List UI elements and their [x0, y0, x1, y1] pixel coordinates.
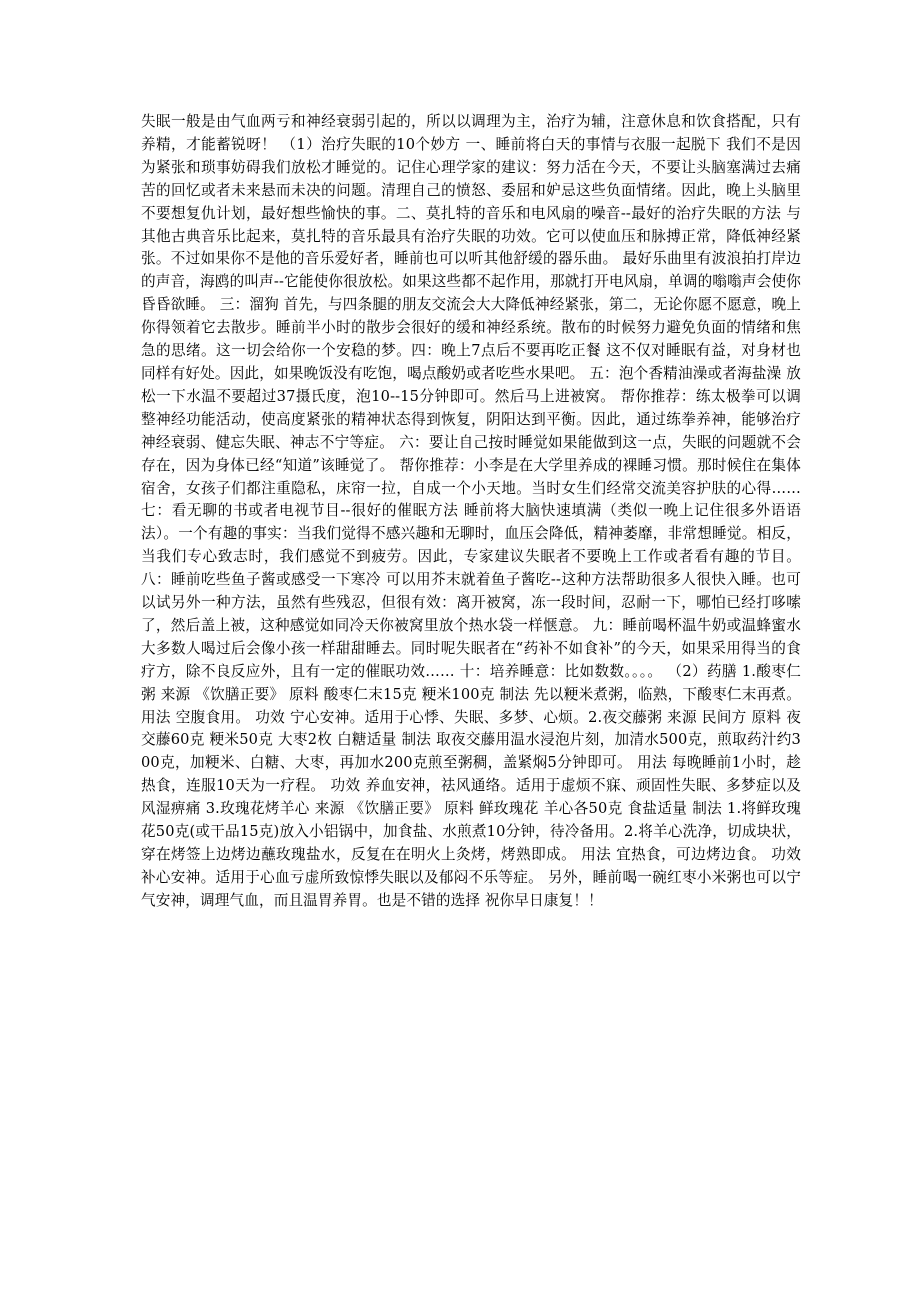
body-text: 失眠一般是由气血两亏和神经衰弱引起的，所以以调理为主，治疗为辅，注意休息和饮食搭配，只有养精，才能蓄锐呀！ （1）治疗失眠的10个妙方 一、睡前将白天的事情与衣服一起脱下 我们不是因为紧张和琐事妨碍我们放松才睡觉的。记住心理学家的建议：努力活在今天，不要让头脑塞满过去痛苦的回忆或者未来悬而未决的问题。清理自己的愤怒、委屈和妒忌这些负面情绪。因此，晚上头脑里不要想复仇计划，最好想些愉快的事。二、莫扎特的音乐和电风扇的噪音--最好的治疗失眠的方法 与其他古典音乐比起来，莫扎特的音乐最具有治疗失眠的功效。它可以使血压和脉搏正常，降低神经紧张。不过如果你不是他的音乐爱好者，睡前也可以听其他舒缓的器乐曲。 最好乐曲里有波浪拍打岸边的声音，海鸥的叫声--它能使你很放松。如果这些都不起作用，那就打开电风扇，单调的嗡嗡声会使你昏昏欲睡。 三：溜狗 首先，与四条腿的朋友交流会大大降低神经紧张，第二，无论你愿不愿意，晚上你得领着它去散步。睡前半小时的散步会很好的缓和神经系统。散布的时候努力避免负面的情绪和焦急的思绪。这一切会给你一个安稳的梦。四：晚上7点后不要再吃正餐 这不仅对睡眠有益，对身材也同样有好处。因此，如果晚饭没有吃饱，喝点酸奶或者吃些水果吧。 五：泡个香精油澡或者海盐澡 放松一下水温不要超过37摄氏度，泡10--15分钟即可。然后马上进被窝。 帮你推荐：练太极拳可以调整神经功能活动，使高度紧张的精神状态得到恢复，阴阳达到平衡。因此，通过练拳养神，能够治疗神经衰弱、健忘失眠、神志不宁等症。 六：要让自己按时睡觉如果能做到这一点，失眠的问题就不会存在，因为身体已经“知道”该睡觉了。 帮你推荐：小李是在大学里养成的裸睡习惯。那时候住在集体宿舍，女孩子们都注重隐私，床帘一拉，自成一个小天地。当时女生们经常交流美容护肤的心得…… 七：看无聊的书或者电视节目--很好的催眠方法 睡前将大脑快速填满（类似一晚上记住很多外语语法）。一个有趣的事实：当我们觉得不感兴趣和无聊时，血压会降低，精神萎靡，非常想睡觉。相反，当我们专心致志时，我们感觉不到疲劳。因此，专家建议失眠者不要晚上工作或者看有趣的节目。 八：睡前吃些鱼子酱或感受一下寒冷 可以用芥末就着鱼子酱吃--这种方法帮助很多人很快入睡。也可以试另外一种方法，虽然有些残忍，但很有效：离开被窝，冻一段时间，忍耐一下，哪怕已经打哆嗦了，然后盖上被，这种感觉如同冷天你被窝里放个热水袋一样惬意。 九：睡前喝杯温牛奶或温蜂蜜水 大多数人喝过后会像小孩一样甜甜睡去。同时呢失眠者在“药补不如食补”的今天，如果采用得当的食疗方，除不良反应外，且有一定的催眠功效…… 十：培养睡意：比如数数。。。。 （2）药膳 1.酸枣仁粥 来源 《饮膳正要》 原料 酸枣仁末15克 粳米100克 制法 先以粳米煮粥，临熟，下酸枣仁末再煮。 用法 空腹食用。 功效 宁心安神。适用于心悸、失眠、多梦、心烦。2.夜交藤粥 来源 民间方 原料 夜交藤60克 粳米50克 大枣2枚 白糖适量 制法 取夜交藤用温水浸泡片刻，加清水500克，煎取药汁约300克，加粳米、白糖、大枣，再加水200克煎至粥稠，盖紧焖5分钟即可。 用法 每晚睡前1小时，趁热食，连服10天为一疗程。 功效 养血安神，祛风通络。适用于虚烦不寐、顽固性失眠、多梦症以及风湿痹痛 3.玫瑰花烤羊心 来源 《饮膳正要》 原料 鲜玫瑰花 羊心各50克 食盐适量 制法 1.将鲜玫瑰花50克(或干品15克)放入小铝锅中，加食盐、水煎煮10分钟，待冷备用。2.将羊心洗净，切成块状，穿在烤签上边烤边蘸玫瑰盐水，反复在在明火上灸烤，烤熟即成。 用法 宜热食，可边烤边食。 功效 补心安神。适用于心血亏虚所致惊悸失眠以及郁闷不乐等症。 另外，睡前喝一碗红枣小米粥也可以宁气安神，调理气血，而且温胃养胃。也是不错的选择 祝你早日康复！！	[141, 113, 801, 909]
